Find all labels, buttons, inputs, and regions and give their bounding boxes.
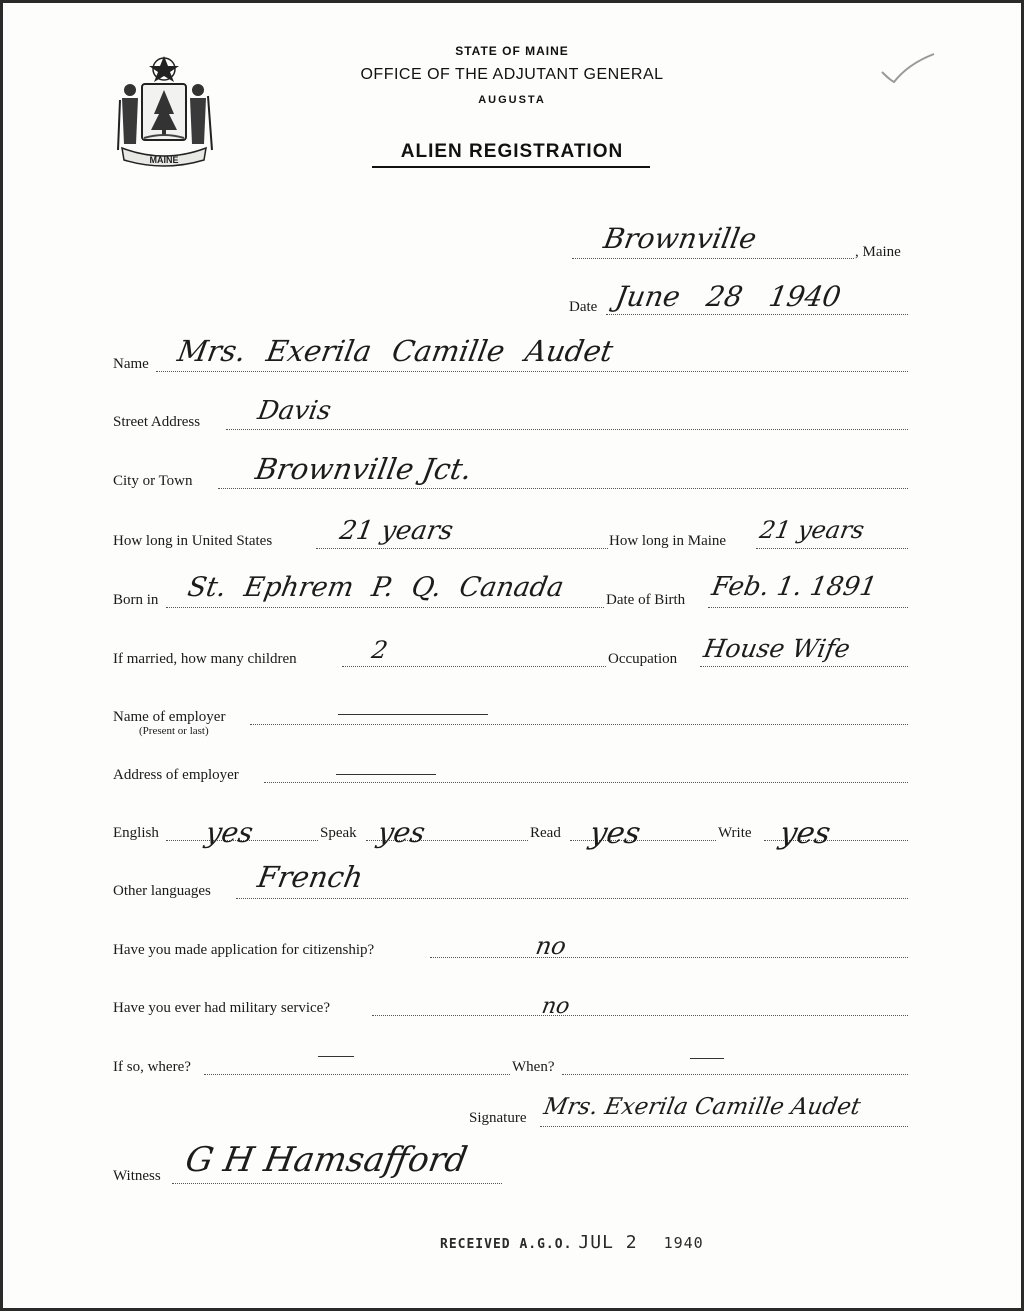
- speak-value: yes: [375, 816, 428, 849]
- form-title: ALIEN REGISTRATION: [400, 141, 624, 162]
- born-line: [166, 607, 604, 608]
- english-label: English: [113, 825, 159, 841]
- employer-sub-label: (Present or last): [139, 725, 209, 737]
- write-label: Write: [718, 825, 752, 841]
- employer-address-line: [264, 782, 908, 783]
- military-value: no: [539, 994, 572, 1019]
- stamp-month-day: JUL 2: [578, 1232, 638, 1253]
- citizenship-value: no: [533, 932, 569, 960]
- children-line: [342, 666, 606, 667]
- employer-address-dash: [336, 774, 436, 775]
- street-value: Davis: [255, 396, 334, 426]
- checkmark-icon: [878, 50, 938, 90]
- signature-value: Mrs. Exerila Camille Audet: [541, 1094, 863, 1120]
- other-languages-value: French: [255, 860, 366, 894]
- witness-value: G H Hamsafford: [182, 1140, 471, 1180]
- us-line: [316, 548, 608, 549]
- occupation-label: Occupation: [608, 651, 678, 667]
- born-value: St. Ephrem P. Q. Canada: [185, 572, 567, 603]
- citizenship-line: [430, 957, 908, 958]
- header-city: AUGUSTA: [478, 94, 546, 106]
- city-value: Brownville Jct.: [253, 452, 475, 486]
- citizenship-label: Have you made application for citizenship?: [113, 942, 375, 958]
- name-line: [156, 371, 908, 372]
- seal-text: MAINE: [149, 155, 179, 165]
- street-label: Street Address: [113, 414, 201, 430]
- signature-line: [540, 1126, 908, 1127]
- date-label: Date: [569, 299, 598, 315]
- maine-value: 21 years: [757, 516, 867, 544]
- town-maine-label: , Maine: [855, 244, 901, 260]
- name-label: Name: [113, 356, 149, 372]
- when-label: When?: [512, 1059, 555, 1075]
- employer-address-label: Address of employer: [113, 767, 239, 783]
- us-label: How long in United States: [113, 533, 273, 549]
- date-value: June 28 1940: [613, 280, 844, 313]
- header-state: STATE OF MAINE: [455, 44, 569, 58]
- write-value: yes: [776, 816, 834, 851]
- stamp-received: RECEIVED A.G.O.: [440, 1237, 573, 1252]
- title-underline: [372, 166, 650, 168]
- where-dash: [318, 1056, 354, 1057]
- children-value: 2: [369, 636, 390, 664]
- where-line: [204, 1074, 510, 1075]
- employer-line: [250, 724, 908, 725]
- city-label: City or Town: [113, 473, 193, 489]
- maine-line: [756, 548, 908, 549]
- military-line: [372, 1015, 908, 1016]
- town-line: [572, 258, 854, 259]
- other-languages-line: [236, 898, 908, 899]
- employer-label: Name of employer: [113, 709, 226, 725]
- read-label: Read: [530, 825, 561, 841]
- english-value: yes: [203, 816, 256, 849]
- signature-label: Signature: [469, 1110, 527, 1126]
- occupation-line: [700, 666, 908, 667]
- speak-label: Speak: [320, 825, 357, 841]
- read-value: yes: [586, 816, 644, 851]
- street-line: [226, 429, 908, 430]
- dob-label: Date of Birth: [606, 592, 686, 608]
- when-dash: [690, 1058, 724, 1059]
- dob-line: [708, 607, 908, 608]
- military-label: Have you ever had military service?: [113, 1000, 330, 1016]
- children-label: If married, how many children: [113, 651, 297, 667]
- dob-value: Feb. 1. 1891: [709, 572, 880, 602]
- where-label: If so, where?: [113, 1059, 191, 1075]
- town-value: Brownville: [601, 222, 759, 255]
- city-line: [218, 488, 908, 489]
- other-languages-label: Other languages: [113, 883, 211, 899]
- when-line: [562, 1074, 908, 1075]
- received-stamp: [440, 1232, 704, 1253]
- occupation-value: House Wife: [701, 634, 853, 663]
- born-label: Born in: [113, 592, 159, 608]
- name-value: Mrs. Exerila Camille Audet: [175, 334, 616, 368]
- us-value: 21 years: [337, 516, 456, 546]
- witness-label: Witness: [113, 1168, 161, 1184]
- date-line: [606, 314, 908, 315]
- employer-dash: [338, 714, 488, 715]
- header-office: OFFICE OF THE ADJUTANT GENERAL: [360, 66, 664, 83]
- stamp-year: 1940: [663, 1234, 704, 1252]
- maine-label: How long in Maine: [609, 533, 727, 549]
- witness-line: [172, 1183, 502, 1184]
